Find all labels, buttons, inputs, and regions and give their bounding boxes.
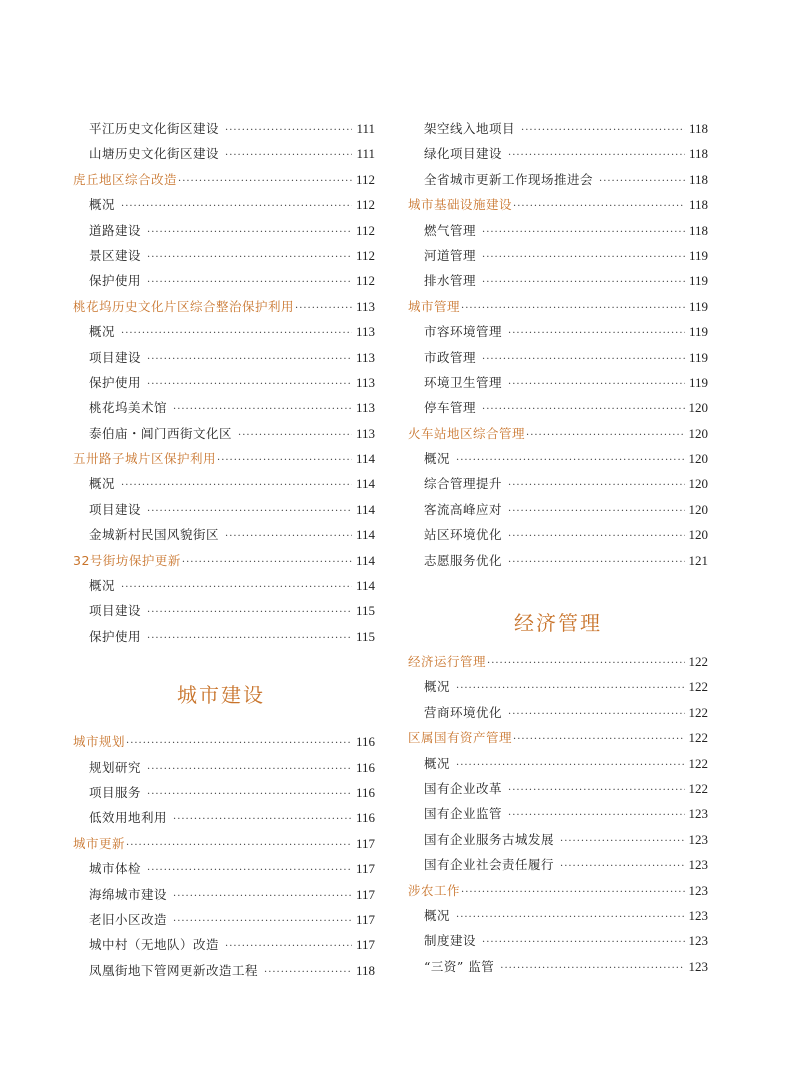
toc-page-number: 114 [355,578,375,594]
toc-page-number: 114 [355,527,375,543]
toc-entry-title: 城中村（无地队）改造 [89,937,220,953]
toc-page-number: 116 [355,734,375,750]
toc-entry-title: 涉农工作 [408,882,461,898]
toc-entry[interactable] [73,195,375,220]
toc-section-entry[interactable] [408,297,708,322]
toc-leader-dots [487,658,684,669]
toc-entry[interactable] [408,271,708,296]
toc-leader-dots [225,531,352,542]
toc-leader-dots [225,125,352,136]
toc-leader-dots [238,430,352,441]
toc-entry-title: “三资” 监管 [424,958,495,974]
toc-section-entry[interactable] [73,551,375,576]
toc-entry-title: 概况 [89,324,116,340]
toc-entry-title: 区属国有资产管理 [408,730,513,746]
toc-leader-dots [482,277,685,288]
toc-entry[interactable] [73,119,375,144]
toc-entry[interactable] [73,348,375,373]
toc-entry-title: 32号街坊保护更新 [73,552,181,568]
toc-leader-dots [508,810,684,821]
toc-leader-dots [147,506,352,517]
toc-leader-dots [147,633,352,644]
toc-page-number: 116 [355,810,375,826]
toc-entry[interactable] [73,576,375,601]
toc-entry[interactable] [73,474,375,499]
toc-entry[interactable] [408,855,708,880]
toc-page-number: 122 [688,654,708,670]
toc-group [73,119,375,652]
toc-leader-dots [456,683,684,694]
toc-leader-dots [560,836,684,847]
toc-entry[interactable] [408,119,708,144]
toc-leader-dots [126,738,352,749]
toc-section-entry[interactable] [408,881,708,906]
toc-entry[interactable] [408,931,708,956]
toc-leader-dots [147,227,352,238]
toc-entry-title: 景区建设 [89,247,142,263]
toc-entry-title: 架空线入地项目 [424,121,516,136]
toc-entry[interactable] [408,779,708,804]
toc-entry[interactable] [408,804,708,829]
toc-entry-title: 保护使用 [89,628,142,644]
toc-page-number: 120 [688,400,708,416]
toc-entry-title: 客流高峰应对 [424,501,503,517]
toc-entry-title: 概况 [424,451,451,467]
toc-entry-title: 凤凰街地下管网更新改造工程 [89,962,259,978]
toc-entry-title: 概况 [89,197,116,213]
toc-entry-title: 志愿服务优化 [424,552,503,568]
toc-group [73,732,375,986]
toc-page-number: 120 [688,501,708,517]
toc-entry-title: 城市管理 [408,298,461,314]
toc-entry[interactable] [408,500,708,525]
toc-leader-dots [500,963,684,974]
toc-leader-dots [173,814,352,825]
toc-entry[interactable] [408,449,708,474]
toc-page-number: 119 [688,247,708,263]
toc-page-number: 117 [355,835,375,851]
toc-entry-title: 保护使用 [89,273,142,289]
toc-entry-title: 城市体检 [89,861,142,877]
toc-entry[interactable] [408,474,708,499]
toc-section-entry[interactable] [73,170,375,195]
toc-page-number: 111 [356,121,375,136]
toc-entry-title: 河道管理 [424,247,477,263]
toc-entry[interactable] [73,322,375,347]
toc-entry-title: 概况 [89,476,116,492]
toc-entry[interactable] [408,144,708,169]
toc-page-number: 118 [688,222,708,238]
section-heading-urban-construction: 城市建设 [177,683,265,708]
toc-leader-dots [121,201,352,212]
toc-leader-dots [182,557,352,568]
toc-page-number: 120 [688,527,708,543]
toc-entry-title: 城市规划 [73,734,126,750]
toc-entry[interactable] [408,677,708,702]
toc-section-entry[interactable] [408,424,708,449]
toc-page-number: 115 [355,628,375,644]
toc-page-number: 123 [688,882,708,898]
toc-entry[interactable] [408,906,708,931]
toc-page-number: 113 [355,349,375,365]
toc-entry[interactable] [408,525,708,550]
toc-leader-dots [513,201,685,212]
toc-leader-dots [521,125,685,136]
toc-leader-dots [295,303,352,314]
toc-page-number: 119 [688,298,708,314]
toc-page-number: 117 [355,886,375,902]
toc-leader-dots [147,379,352,390]
toc-page-number: 112 [355,222,375,238]
toc-entry-title: 国有企业服务古城发展 [424,831,555,847]
toc-entry[interactable] [408,170,708,195]
toc-entry[interactable] [408,246,708,271]
toc-entry[interactable] [73,783,375,808]
toc-entry-title: 停车管理 [424,400,477,416]
toc-leader-dots [461,303,685,314]
toc-page-number: 123 [688,831,708,847]
toc-entry-title: 全省城市更新工作现场推进会 [424,171,594,187]
toc-page-number: 120 [688,451,708,467]
toc-leader-dots [526,430,684,441]
toc-page-number: 114 [355,552,375,568]
toc-leader-dots [121,328,352,339]
toc-page-number: 112 [355,247,375,263]
toc-entry-title: 虎丘地区综合改造 [73,171,178,187]
toc-entry-title: 项目建设 [89,349,142,365]
toc-section-entry[interactable] [408,195,708,220]
toc-entry-title: 桃花坞历史文化片区综合整治保护利用 [73,298,295,314]
toc-page-number: 122 [688,780,708,796]
toc-entry-title: 环境卫生管理 [424,374,503,390]
toc-leader-dots [173,404,352,415]
toc-leader-dots [147,252,352,263]
toc-page-number: 117 [355,911,375,927]
toc-leader-dots [147,607,352,618]
toc-page-number: 123 [688,958,708,974]
toc-page-number: 113 [355,425,375,441]
toc-section-entry[interactable] [408,652,708,677]
toc-entry-title: 国有企业社会责任履行 [424,857,555,873]
toc-entry[interactable] [73,398,375,423]
toc-entry-title: 火车站地区综合管理 [408,425,526,441]
toc-entry-title: 制度建设 [424,933,477,949]
toc-entry-title: 道路建设 [89,222,142,238]
toc-entry-title: 市政管理 [424,349,477,365]
toc-entry[interactable] [73,525,375,550]
toc-entry-title: 综合管理提升 [424,476,503,492]
toc-section-entry[interactable] [73,834,375,859]
toc-page-number: 114 [355,501,375,517]
toc-entry[interactable] [73,424,375,449]
toc-leader-dots [147,865,352,876]
toc-entry[interactable] [73,373,375,398]
toc-entry-title: 规划研究 [89,759,142,775]
toc-page-number: 113 [355,400,375,416]
toc-entry-title: 国有企业监管 [424,806,503,822]
toc-entry-title: 老旧小区改造 [89,911,168,927]
toc-entry[interactable] [408,830,708,855]
toc-page-number: 123 [688,907,708,923]
toc-entry-title: 燃气管理 [424,222,477,238]
toc-leader-dots [560,861,684,872]
toc-entry-title: 概况 [89,578,116,594]
toc-entry-title: 市容环境管理 [424,324,503,340]
toc-entry[interactable] [73,885,375,910]
toc-section-entry[interactable] [408,728,708,753]
toc-page-number: 116 [355,784,375,800]
toc-page-number: 113 [355,324,375,340]
toc-leader-dots [508,328,685,339]
toc-leader-dots [173,916,352,927]
toc-entry[interactable] [73,910,375,935]
toc-entry[interactable] [73,758,375,783]
toc-leader-dots [178,176,352,187]
toc-entry-title: 站区环境优化 [424,527,503,543]
toc-entry[interactable] [73,808,375,833]
toc-entry-title: 城市更新 [73,835,126,851]
toc-entry[interactable] [408,703,708,728]
toc-page-number: 112 [355,171,375,187]
toc-page-number: 123 [688,857,708,873]
toc-entry[interactable] [73,961,375,986]
toc-page-number: 113 [355,374,375,390]
toc-entry-title: 低效用地利用 [89,810,168,826]
toc-page-number: 122 [688,730,708,746]
toc-column-left [73,119,375,986]
toc-leader-dots [147,789,352,800]
toc-entry[interactable] [408,551,708,576]
toc-page-number: 122 [688,704,708,720]
toc-page-number: 119 [688,349,708,365]
section-heading-economic-management: 经济管理 [514,611,602,636]
toc-page-number: 122 [688,679,708,695]
toc-leader-dots [482,252,685,263]
toc-leader-dots [508,531,684,542]
toc-leader-dots [599,176,685,187]
toc-entry-title: 项目建设 [89,501,142,517]
toc-page-number: 117 [355,937,375,953]
toc-entry[interactable] [408,398,708,423]
toc-entry-title: 营商环境优化 [424,704,503,720]
toc-leader-dots [482,227,685,238]
toc-entry[interactable] [408,754,708,779]
toc-page-number: 122 [688,755,708,771]
toc-page-number: 118 [355,962,375,978]
toc-section-entry[interactable] [73,732,375,757]
toc-entry-title: 国有企业改革 [424,780,503,796]
toc-leader-dots [456,760,684,771]
toc-leader-dots [508,506,684,517]
toc-entry[interactable] [408,373,708,398]
toc-entry-title: 海绵城市建设 [89,886,168,902]
toc-leader-dots [482,354,685,365]
toc-page-number: 113 [355,298,375,314]
toc-page-number: 112 [355,197,375,213]
toc-entry-title: 概况 [424,755,451,771]
toc-entry-title: 平江历史文化街区建设 [89,121,220,136]
toc-leader-dots [508,379,685,390]
toc-page-number: 119 [688,273,708,289]
toc-leader-dots [264,967,352,978]
toc-entry-title: 概况 [424,907,451,923]
toc-leader-dots [456,912,684,923]
toc-page-number: 114 [355,476,375,492]
toc-group [408,119,708,576]
toc-entry[interactable] [408,348,708,373]
toc-leader-dots [121,480,352,491]
toc-page-number: 111 [356,146,375,162]
toc-page-number: 120 [688,476,708,492]
toc-leader-dots [456,455,684,466]
toc-column-right [408,119,708,982]
toc-entry-title: 排水管理 [424,273,477,289]
toc-entry[interactable] [73,271,375,296]
toc-leader-dots [225,941,352,952]
toc-entry-title: 城市基础设施建设 [408,197,513,213]
toc-leader-dots [147,354,352,365]
toc-entry[interactable] [73,221,375,246]
toc-entry[interactable] [73,627,375,652]
toc-entry-title: 经济运行管理 [408,654,487,670]
toc-entry[interactable] [73,601,375,626]
toc-leader-dots [126,840,352,851]
toc-page-number: 116 [355,759,375,775]
toc-leader-dots [147,764,352,775]
toc-leader-dots [482,937,684,948]
toc-page-number: 112 [355,273,375,289]
toc-page-number: 118 [688,197,708,213]
toc-page-number: 119 [688,324,708,340]
toc-page-number: 118 [688,171,708,187]
toc-leader-dots [147,277,352,288]
toc-entry-title: 桃花坞美术馆 [89,400,168,416]
toc-entry[interactable] [73,246,375,271]
toc-entry-title: 泰伯庙・阊门西街文化区 [89,425,233,441]
toc-entry[interactable] [408,322,708,347]
toc-entry-title: 概况 [424,679,451,695]
toc-page-number: 123 [688,933,708,949]
toc-entry-title: 项目建设 [89,603,142,619]
toc-entry[interactable] [408,957,708,982]
toc-entry-title: 金城新村民国风貌街区 [89,527,220,543]
toc-page-number: 123 [688,806,708,822]
toc-entry[interactable] [73,859,375,884]
toc-leader-dots [225,150,352,161]
toc-entry-title: 保护使用 [89,374,142,390]
toc-leader-dots [508,480,684,491]
toc-entry[interactable] [408,221,708,246]
toc-group [408,652,708,982]
toc-leader-dots [513,734,684,745]
toc-leader-dots [217,455,352,466]
toc-entry[interactable] [73,144,375,169]
toc-leader-dots [482,404,684,415]
toc-leader-dots [508,709,684,720]
toc-entry-title: 绿化项目建设 [424,146,503,162]
toc-page-number: 119 [688,374,708,390]
toc-leader-dots [508,785,684,796]
toc-leader-dots [508,557,684,568]
toc-entry-title: 山塘历史文化街区建设 [89,146,220,162]
toc-leader-dots [461,887,684,898]
toc-entry-title: 项目服务 [89,784,142,800]
toc-leader-dots [508,150,685,161]
toc-section-entry[interactable] [73,449,375,474]
toc-entry-title: 五卅路子城片区保护利用 [73,451,217,467]
toc-page-number: 117 [355,861,375,877]
toc-section-entry[interactable] [73,297,375,322]
toc-page-number: 120 [688,425,708,441]
toc-leader-dots [121,582,352,593]
toc-page-number: 121 [688,552,708,568]
toc-page-number: 118 [688,146,708,162]
toc-entry[interactable] [73,935,375,960]
toc-leader-dots [173,891,352,902]
toc-page-number: 118 [688,121,708,136]
toc-page-number: 115 [355,603,375,619]
toc-page-number: 114 [355,451,375,467]
toc-entry[interactable] [73,500,375,525]
